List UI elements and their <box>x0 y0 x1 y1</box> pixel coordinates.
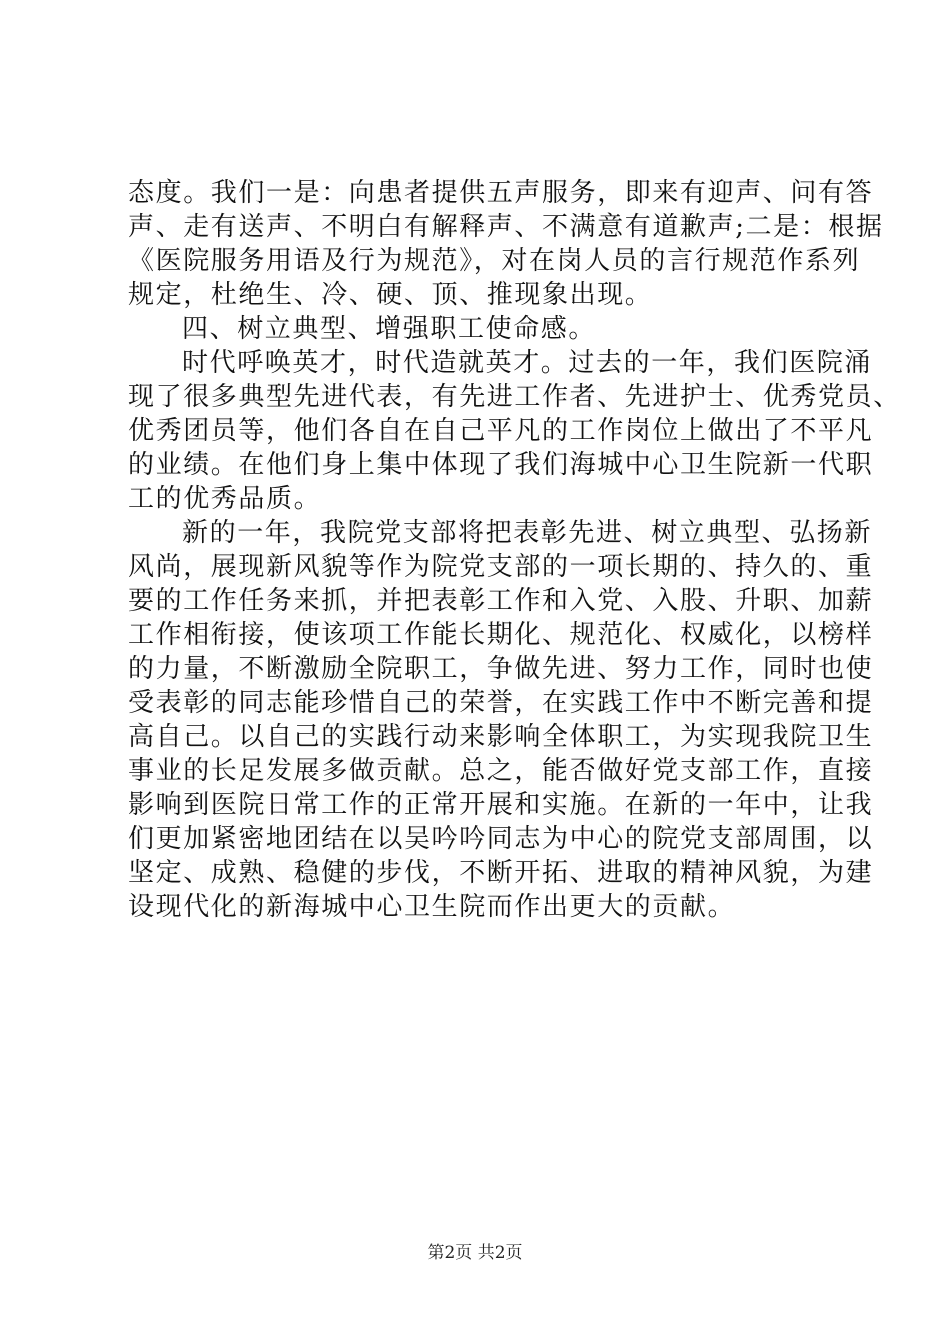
text-line: 优秀团员等，他们各自在自己平凡的工作岗位上做出了不平凡 <box>128 416 874 446</box>
text-line: 现了很多典型先进代表，有先进工作者、先进护士、优秀党员、 <box>128 382 901 412</box>
text-line: 的业绩。在他们身上集中体现了我们海城中心卫生院新一代职 <box>128 450 874 480</box>
document-body <box>128 176 901 924</box>
text-line: 事业的长足发展多做贡献。总之，能否做好党支部工作，直接 <box>128 756 874 786</box>
text-line: 要的工作任务来抓，并把表彰工作和入党、入股、升职、加薪 <box>128 586 874 616</box>
text-line: 声、走有送声、不明白有解释声、不满意有道歉声;二是：根据 <box>128 212 884 242</box>
text-line: 风尚，展现新风貌等作为院党支部的一项长期的、持久的、重 <box>128 552 874 582</box>
text-line: 新的一年，我院党支部将把表彰先进、树立典型、弘扬新 <box>182 518 873 548</box>
section-heading: 四、树立典型、增强职工使命感。 <box>182 314 597 344</box>
text-line: 工的优秀品质。 <box>128 484 322 514</box>
text-line: 设现代化的新海城中心卫生院而作出更大的贡献。 <box>128 892 736 922</box>
text-line: 时代呼唤英才，时代造就英才。过去的一年，我们医院涌 <box>182 348 873 378</box>
page-number: 第2页 共2页 <box>427 1243 523 1263</box>
text-line: 高自己。以自己的实践行动来影响全体职工，为实现我院卫生 <box>128 722 874 752</box>
text-line: 规定，杜绝生、冷、硬、顶、推现象出现。 <box>128 280 653 310</box>
page-footer <box>0 1243 950 1263</box>
text-line: 坚定、成熟、稳健的步伐，不断开拓、进取的精神风貌，为建 <box>128 858 874 888</box>
text-line: 《医院服务用语及行为规范》，对在岗人员的言行规范作系列 <box>128 246 861 276</box>
text-line: 态度。我们一是：向患者提供五声服务，即来有迎声、问有答 <box>128 178 874 208</box>
text-line: 们更加紧密地团结在以吴吟吟同志为中心的院党支部周围，以 <box>128 824 874 854</box>
text-line: 受表彰的同志能珍惜自己的荣誉，在实践工作中不断完善和提 <box>128 688 874 718</box>
text-line: 工作相衔接，使该项工作能长期化、规范化、权威化，以榜样 <box>128 620 874 650</box>
text-line: 的力量，不断激励全院职工，争做先进、努力工作，同时也使 <box>128 654 874 684</box>
text-line: 影响到医院日常工作的正常开展和实施。在新的一年中，让我 <box>128 790 874 820</box>
